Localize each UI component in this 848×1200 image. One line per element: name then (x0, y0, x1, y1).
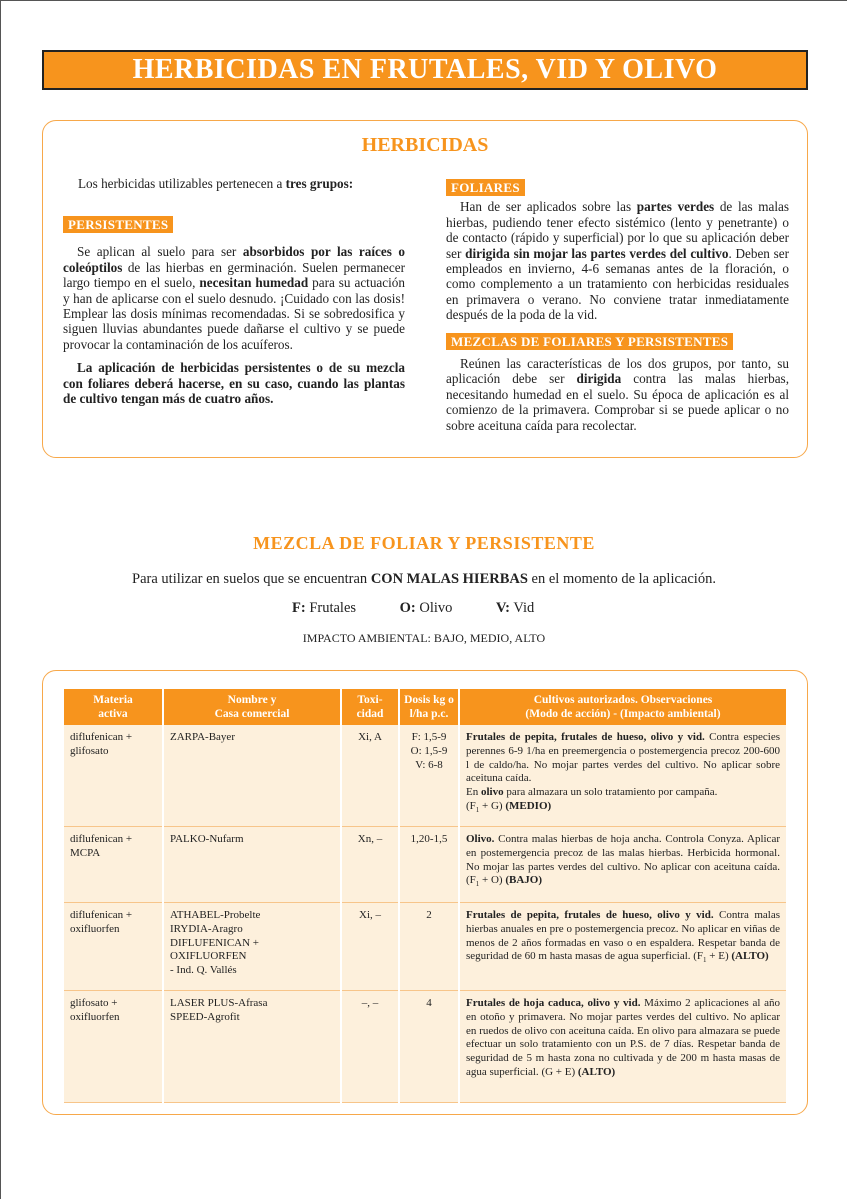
header-toxicidad: Toxi- cidad (342, 689, 398, 725)
cell-dosis: 1,20-1,5 (400, 827, 458, 903)
header-dosis: Dosis kg o l/ha p.c. (400, 689, 458, 725)
cell-nombre: PALKO-Nufarm (164, 827, 340, 903)
cell-materia: diflufenican + MCPA (64, 827, 162, 903)
foliares-p1-b: partes verdes (636, 199, 715, 215)
persistentes-p1-a: Se aplican al suelo para ser (77, 244, 243, 260)
foliares-p1-d: dirigida sin mojar las partes verdes del cultivo (465, 245, 729, 261)
herbicidas-box (42, 120, 808, 458)
table-row (64, 827, 786, 903)
persistentes-paragraph (63, 244, 405, 352)
table-row (64, 725, 786, 827)
cell-materia: diflufenican + oxifluorfen (64, 903, 162, 991)
cell-toxicidad: –, – (342, 991, 398, 1103)
cell-dosis: 4 (400, 991, 458, 1103)
cell-materia: diflufenican + glifosato (64, 725, 162, 827)
herbicidas-title: HERBICIDAS (361, 134, 489, 156)
tag-mezclas: MEZCLAS DE FOLIARES Y PERSISTENTES (446, 333, 733, 350)
cell-observaciones: Frutales de hoja caduca, olivo y vid. Máximo 2 aplicaciones al año en otoño y primavera. No mojar partes verdes del cultivo. No aplicar en ruedos de olivo con aceituna caída. En olivo para almazara se puede efectuar un solo tratamiento con un P.S. de 7 días. Respetar banda de seguridad de 5 m hasta zona no cultivada y de 200 m hasta masas de agua superficial. (G + E) (ALTO) (460, 991, 786, 1103)
herbicide-table (62, 689, 788, 1103)
legend-olivo: O: Olivo (399, 600, 453, 616)
mezclas-p1-c: contra las malas hierbas, necesitando humedad en el suelo. Su época de aplicación es al comienzo de la primavera. Comprobar si se puede aplicar o no sobre aceituna caída para recolectar. (446, 371, 789, 433)
subtitle-c: en el momento de la aplicación. (527, 571, 716, 587)
page-title: HERBICIDAS EN FRUTALES, VID Y OLIVO (132, 54, 718, 85)
legend-vid: V: Vid (496, 600, 535, 616)
cell-dosis: 2 (400, 903, 458, 991)
foliares-paragraph (446, 199, 789, 322)
intro-bold: tres grupos: (285, 176, 354, 191)
cell-observaciones: Frutales de pepita, frutales de hueso, olivo y vid. Contra malas hierbas anuales en pre o postemergencia precoz. No aplicar en viñas de menos de 2 años formadas en vaso o en espaldera. Respetar banda de seguridad de 60 m hasta masas de agua superficial. $(F_1 + E)$ (ALTO) (460, 903, 786, 991)
foliares-p1-a: Han de ser aplicados sobre las (460, 199, 637, 215)
tag-foliares: FOLIARES (446, 179, 525, 196)
legend-frutales: F: Frutales (292, 600, 357, 616)
mezclas-p1-b: dirigida (576, 371, 622, 387)
subtitle-a: Para utilizar en suelos que se encuentran (132, 571, 371, 587)
subtitle-b: CON MALAS HIERBAS (370, 571, 528, 587)
intro-text (78, 176, 353, 192)
cell-nombre: ZARPA-Bayer (164, 725, 340, 827)
table-row (64, 991, 786, 1103)
table-row (64, 903, 786, 991)
cell-toxicidad: Xn, – (342, 827, 398, 903)
impact-legend: IMPACTO AMBIENTAL: BAJO, MEDIO, ALTO (302, 631, 546, 645)
intro-plain: Los herbicidas utilizables pertenecen a (78, 176, 286, 191)
tag-persistentes: PERSISTENTES (63, 216, 173, 233)
persistentes-p1-e: para su actuación y han de aplicarse con el suelo desnudo. ¡Cuidado con las dosis! Emplear las dosis mínimas recomendadas. Si se sobredosifica y siguen lluvias abundantes puede dañarse el cultivo y se puede provocar la contaminación de los acuíferos. (63, 275, 405, 352)
foliares-p1-c: de las malas hierbas, pudiendo tener efecto sistémico (lento y penetrante) o de contacto (rápido y superficial) por lo que su aplicación deber ser (446, 199, 790, 261)
persistentes-p1-c: de las hierbas en germinación. Suelen permanecer largo tiempo en el suelo, (63, 259, 405, 291)
left-column (63, 216, 405, 406)
foliares-p1-e: . Deben ser empleados en invierno, 4-6 semanas antes de la floración, o como complemento a un tratamiento con herbicidas residuales en primavera o verano. No conviene tratar inmediatamente después de la poda de la vid. (446, 245, 790, 323)
cell-dosis: F: 1,5-9 O: 1,5-9 V: 6-8 (400, 725, 458, 827)
cell-materia: glifosato + oxifluorfen (64, 991, 162, 1103)
mezclas-p1-a: Reúnen las características de los dos grupos, por tanto, su aplicación debe ser (446, 356, 789, 387)
right-column (446, 179, 789, 433)
section-title: MEZCLA DE FOLIAR Y PERSISTENTE (253, 533, 595, 553)
persistentes-warning: La aplicación de herbicidas persistentes o de su mezcla con foliares deberá hacerse, en su caso, cuando las plantas de cultivo tengan más de cuatro años. (63, 360, 405, 407)
persistentes-p1-d: necesitan humedad (199, 275, 309, 291)
section-subtitle (0, 571, 848, 588)
header-observaciones: Cultivos autorizados. Observaciones (Modo de acción) - (Impacto ambiental) (460, 689, 786, 725)
page-title-bar (42, 50, 808, 90)
cell-toxicidad: Xi, – (342, 903, 398, 991)
crop-legend (292, 600, 574, 617)
persistentes-p1-b: absorbidos por las raíces o coleóptilos (63, 244, 406, 275)
cell-observaciones: Olivo. Contra malas hierbas de hoja ancha. Controla Conyza. Aplicar en postemergencia precoz de las malas hierbas. Herbicida hormonal. No mojar las partes verdes del cultivo. No aplicar con aceituna caída. $(F_1 + O)$ (BAJO) (460, 827, 786, 903)
cell-toxicidad: Xi, A (342, 725, 398, 827)
table-header-row (64, 689, 786, 725)
header-nombre: Nombre y Casa comercial (164, 689, 340, 725)
cell-nombre: ATHABEL-Probelte IRYDIA-Aragro DIFLUFENICAN + OXIFLUORFEN - Ind. Q. Vallés (164, 903, 340, 991)
header-materia: Materia activa (64, 689, 162, 725)
mezclas-paragraph (446, 356, 789, 433)
cell-observaciones: Frutales de pepita, frutales de hueso, olivo y vid. Contra especies perennes 6-9 1/ha en preemergencia o postemergencia precoz 200-600 l de caldo/ha. No mojar partes verdes del cultivo. No aplicar sobre aceituna caída. En olivo para almazara un solo tratamiento por campaña. $(F_1 + G)$ (MEDIO) (460, 725, 786, 827)
cell-nombre: LASER PLUS-Afrasa SPEED-Agrofit (164, 991, 340, 1103)
